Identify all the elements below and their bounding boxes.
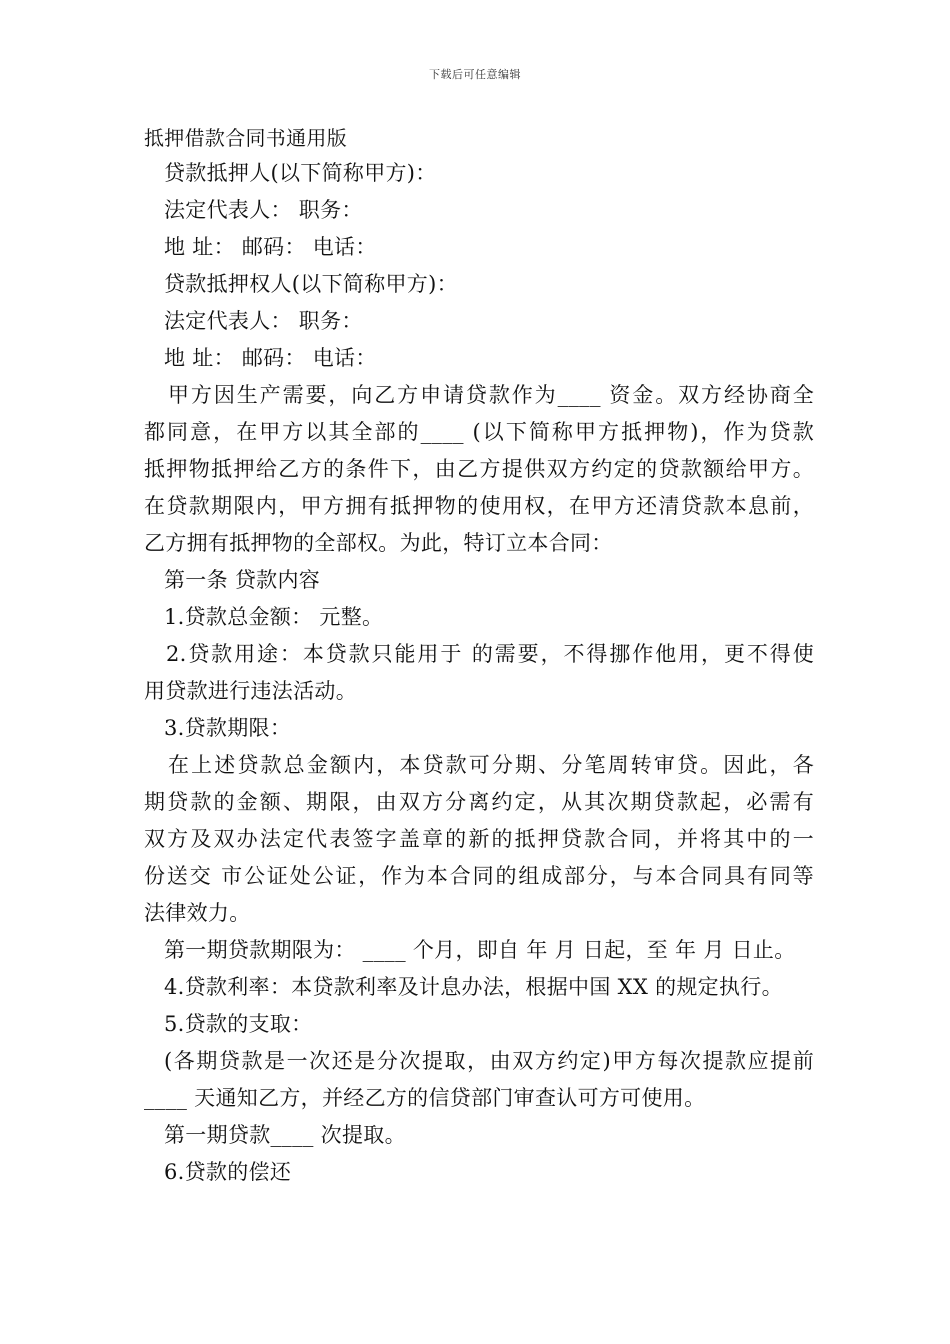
clause-withdrawal: 5.贷款的支取： xyxy=(164,1012,313,1036)
clause-term: 3.贷款期限： xyxy=(164,716,292,740)
party-a-label: 贷款抵押人(以下简称甲方)： xyxy=(164,161,437,185)
document-body xyxy=(144,120,814,1191)
paragraph-line: 在贷款期限内，甲方拥有抵押物的使用权，在甲方还清贷款本息前， xyxy=(144,494,814,518)
article-heading: 第一条 贷款内容 xyxy=(164,568,321,592)
paragraph-line: 抵押物抵押给乙方的条件下，由乙方提供双方约定的贷款额给甲方。 xyxy=(144,457,814,481)
first-period-term: 第一期贷款期限为： ____ 个月，即自 年 月 日起，至 年 月 日止。 xyxy=(164,938,796,962)
clause-repayment: 6.贷款的偿还 xyxy=(164,1160,292,1184)
paragraph-line: 都同意，在甲方以其全部的____ (以下简称甲方抵押物)，作为贷款 xyxy=(144,420,814,444)
party-b-representative: 法定代表人： 职务： xyxy=(164,309,363,333)
paragraph-line: 在上述贷款总金额内，本贷款可分期、分笔周转审贷。因此，各 xyxy=(168,753,814,777)
paragraph-line: 甲方因生产需要，向乙方申请贷款作为____ 资金。双方经协商全 xyxy=(168,383,814,407)
clause-purpose: 2.贷款用途：本贷款只能用于 的需要，不得挪作他用，更不得使 xyxy=(166,642,814,666)
paragraph-line: ____ 天通知乙方，并经乙方的信贷部门审查认可方可使用。 xyxy=(144,1086,706,1110)
party-b-address: 地 址： 邮码： 电话： xyxy=(164,346,377,370)
header-note: 下载后可任意编辑 xyxy=(429,68,521,81)
document-title: 抵押借款合同书通用版 xyxy=(144,126,347,150)
paragraph-line: 法律效力。 xyxy=(144,901,251,925)
paragraph-line: 双方及双办法定代表签字盖章的新的抵押贷款合同，并将其中的一 xyxy=(144,827,814,851)
paragraph-line: 份送交 市公证处公证，作为本合同的组成部分，与本合同具有同等 xyxy=(144,864,814,888)
party-a-address: 地 址： 邮码： 电话： xyxy=(164,235,377,259)
clause-interest-rate: 4.贷款利率：本贷款利率及计息办法，根据中国 XX 的规定执行。 xyxy=(164,975,783,999)
paragraph-line: 乙方拥有抵押物的全部权。为此，特订立本合同： xyxy=(144,531,613,555)
paragraph-line: (各期贷款是一次还是分次提取，由双方约定)甲方每次提款应提前 xyxy=(164,1049,814,1073)
party-a-representative: 法定代表人： 职务： xyxy=(164,198,363,222)
clause-total-amount: 1.贷款总金额： 元整。 xyxy=(164,605,384,629)
clause-purpose-continued: 用贷款进行违法活动。 xyxy=(144,679,357,703)
paragraph-line: 期贷款的金额、期限，由双方分离约定，从其次期贷款起，必需有 xyxy=(144,790,814,814)
party-b-label: 贷款抵押权人(以下简称甲方)： xyxy=(164,272,458,296)
first-period-withdrawal: 第一期贷款____ 次提取。 xyxy=(164,1123,406,1147)
